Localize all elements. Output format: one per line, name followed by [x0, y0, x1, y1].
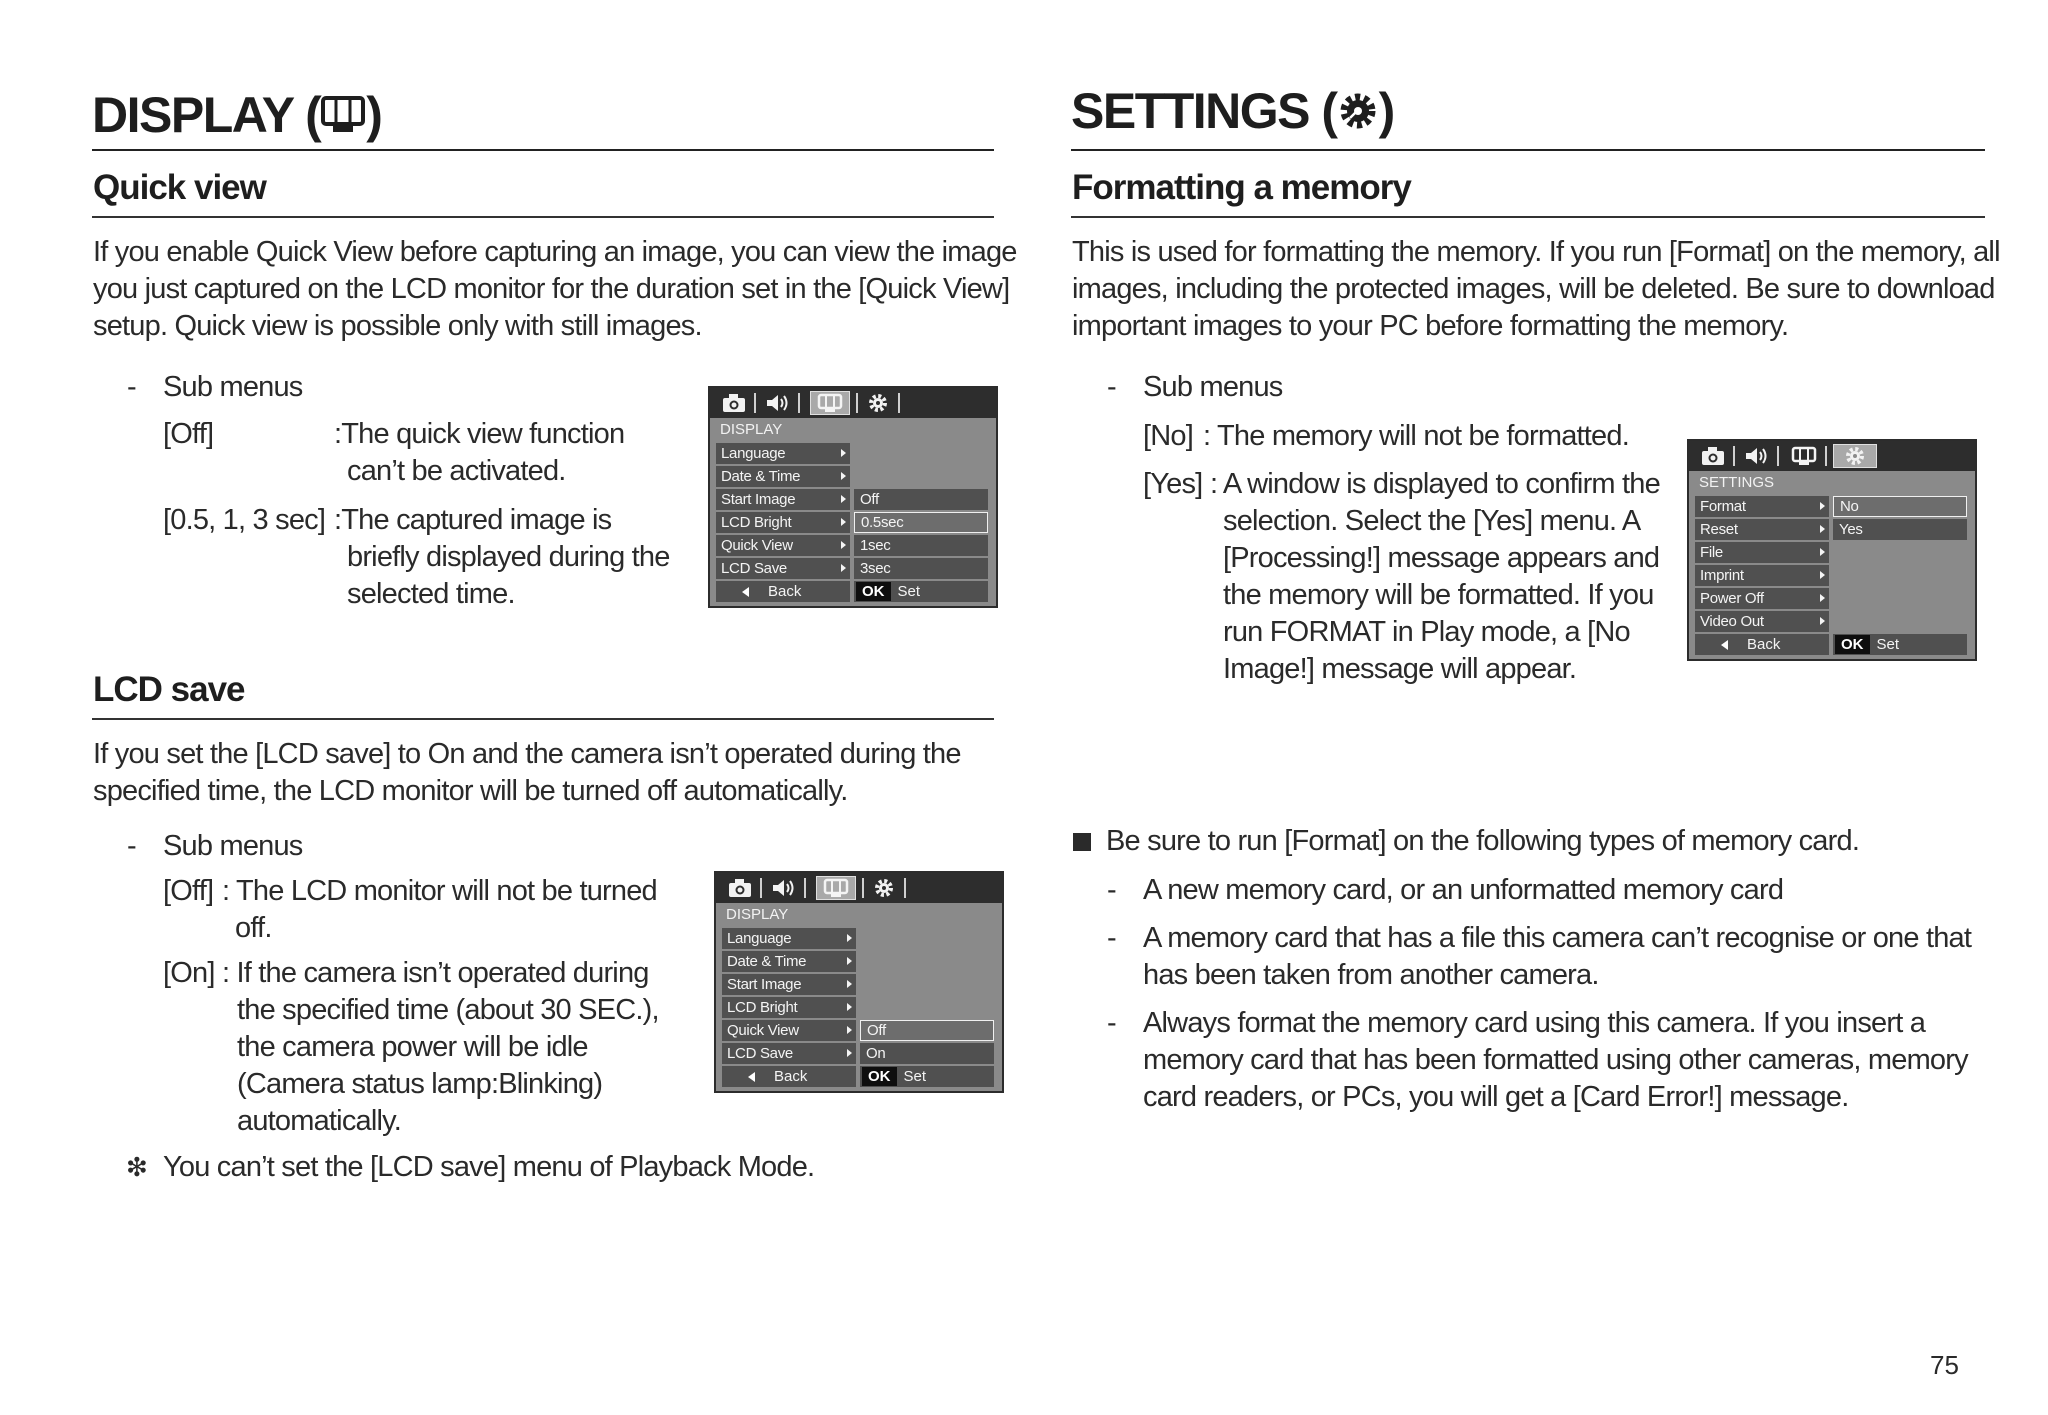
format-yes-key: [Yes]: [1143, 468, 1203, 500]
menu-item-label: Video Out: [1700, 613, 1764, 630]
menu-item-label: Language: [721, 445, 786, 462]
arrow-right-icon: [841, 495, 846, 503]
arrow-right-icon: [847, 1003, 852, 1011]
menu-item-label: Start Image: [721, 491, 796, 508]
arrow-right-icon: [1820, 525, 1825, 533]
lcd-save-title: LCD save: [93, 670, 245, 709]
menu-item-quick-view[interactable]: [722, 1020, 856, 1041]
display-monitor-icon: [816, 876, 856, 900]
ok-badge: OK: [1835, 635, 1870, 654]
quick-view-sec-desc: [334, 502, 670, 613]
list-item-line: card readers, or PCs, you will get a [Card Error!] message.: [1143, 1081, 1849, 1113]
menu-item-start-image[interactable]: [716, 489, 850, 510]
menu-item-format[interactable]: [1695, 496, 1829, 517]
screen-title: DISPLAY: [720, 421, 783, 438]
arrow-right-icon: [847, 934, 852, 942]
arrow-right-icon: [1820, 502, 1825, 510]
desc-line: [Processing!] message appears and: [1223, 542, 1660, 574]
tab-separator: [798, 393, 800, 413]
quick-view-rule: [92, 216, 994, 218]
dash: -: [1107, 874, 1116, 906]
desc-line: the specified time (about 30 SEC.),: [237, 994, 659, 1026]
arrow-right-icon: [847, 1026, 852, 1034]
screen-title: DISPLAY: [726, 906, 789, 923]
arrow-right-icon: [847, 1049, 852, 1057]
option-on[interactable]: On: [860, 1043, 994, 1064]
arrow-right-icon: [841, 541, 846, 549]
display-heading-rule: [92, 149, 994, 151]
menu-item-lcd-bright[interactable]: [722, 997, 856, 1018]
camera-icon: [720, 391, 748, 415]
menu-item-date-time[interactable]: [716, 466, 850, 487]
settings-heading: [1071, 82, 1394, 140]
back-arrow-icon: [748, 1072, 755, 1082]
list-item-line: has been taken from another camera.: [1143, 959, 1599, 991]
ok-badge: OK: [856, 582, 891, 601]
tab-separator: [754, 393, 756, 413]
desc-line: : The LCD monitor will not be turned: [222, 875, 657, 907]
camera-icon: [726, 876, 754, 900]
list-item-line: A new memory card, or an unformatted memory card: [1143, 874, 1784, 906]
tab-separator: [760, 878, 762, 898]
menu-item-label: Quick View: [727, 1022, 799, 1039]
tab-separator: [898, 393, 900, 413]
display-heading-text: DISPLAY (: [92, 87, 321, 143]
settings-gear-icon: [870, 876, 898, 900]
ok-set-button[interactable]: [860, 1066, 994, 1087]
list-item-line: Always format the memory card using this camera. If you insert a: [1143, 1007, 1926, 1039]
screen-title: SETTINGS: [1699, 474, 1775, 491]
desc-line: briefly displayed during the: [347, 541, 670, 573]
arrow-right-icon: [1820, 548, 1825, 556]
desc-line: : A window is displayed to confirm the: [1210, 468, 1660, 500]
desc-line: : If the camera isn’t operated during: [222, 957, 649, 989]
display-heading-close: ): [366, 87, 382, 143]
para-line: you just captured on the LCD monitor for the duration set in the [Quick View]: [93, 273, 1010, 305]
list-item-line: memory card that has been formatted using other cameras, memory: [1143, 1044, 1968, 1076]
ok-set-button[interactable]: [854, 581, 988, 602]
ok-badge: OK: [862, 1067, 897, 1086]
back-label: Back: [774, 1068, 808, 1085]
note-symbol: ❇: [126, 1152, 147, 1182]
set-label: Set: [897, 583, 921, 600]
desc-line: :The quick view function: [334, 418, 625, 450]
menu-item-lcd-bright[interactable]: [716, 512, 850, 533]
display-monitor-icon: [810, 391, 850, 415]
quick-view-off-desc: [334, 416, 624, 490]
menu-item-label: LCD Save: [727, 1045, 793, 1062]
para-line: important images to your PC before formatting the memory.: [1072, 310, 1789, 342]
settings-heading-text: SETTINGS (: [1071, 83, 1337, 139]
option-off[interactable]: Off: [854, 489, 988, 510]
quick-view-sec-key: [0.5, 1, 3 sec]: [163, 504, 326, 536]
desc-line: selection. Select the [Yes] menu. A: [1223, 505, 1641, 537]
settings-gear-icon: [1337, 90, 1379, 132]
back-label: Back: [768, 583, 802, 600]
tab-separator: [1733, 446, 1735, 466]
set-label: Set: [903, 1068, 927, 1085]
display-monitor-icon: [320, 94, 366, 136]
arrow-right-icon: [847, 980, 852, 988]
tab-separator: [1825, 446, 1827, 466]
lcd-save-on-key: [On]: [163, 957, 215, 989]
para-line: images, including the protected images, will be deleted. Be sure to download: [1072, 273, 1995, 305]
menu-item-start-image[interactable]: [722, 974, 856, 995]
menu-item-label: Date & Time: [727, 953, 807, 970]
desc-line: off.: [235, 912, 272, 944]
list-item-line: A memory card that has a file this camera can’t recognise or one that: [1143, 922, 1972, 954]
list-item: [1143, 920, 1971, 994]
back-arrow-icon: [1721, 640, 1728, 650]
format-yes-desc: [1210, 466, 1660, 688]
dash: -: [1107, 1007, 1116, 1039]
lcd-save-paragraph: [93, 736, 961, 810]
tab-separator: [804, 878, 806, 898]
menu-item-label: Format: [1700, 498, 1746, 515]
screen-tab-bar: [710, 388, 996, 418]
dash: -: [1107, 922, 1116, 954]
menu-item-quick-view[interactable]: [716, 535, 850, 556]
sub-menus-label: Sub menus: [1143, 371, 1283, 403]
menu-item-file[interactable]: [1695, 542, 1829, 563]
menu-item-label: Imprint: [1700, 567, 1744, 584]
option-no[interactable]: No: [1833, 496, 1967, 517]
arrow-right-icon: [847, 957, 852, 965]
back-label: Back: [1747, 636, 1781, 653]
arrow-right-icon: [841, 472, 846, 480]
screen-tab-bar: [716, 873, 1002, 903]
format-paragraph: [1072, 234, 2000, 345]
speaker-icon: [764, 391, 792, 415]
desc-line: (Camera status lamp:Blinking): [237, 1068, 603, 1100]
list-item: [1143, 1005, 1968, 1116]
format-bullet-text: Be sure to run [Format] on the following types of memory card.: [1106, 825, 1860, 857]
page-number: 75: [1930, 1350, 1959, 1380]
settings-gear-icon: [1833, 444, 1877, 468]
format-no-desc: : The memory will not be formatted.: [1203, 420, 1629, 452]
dash: -: [127, 371, 136, 403]
speaker-icon: [1743, 444, 1771, 468]
arrow-right-icon: [841, 564, 846, 572]
desc-line: can’t be activated.: [347, 455, 566, 487]
menu-item-label: Date & Time: [721, 468, 801, 485]
para-line: If you enable Quick View before capturing an image, you can view the image: [93, 236, 1017, 268]
quick-view-screen: [708, 386, 998, 608]
menu-item-label: Language: [727, 930, 792, 947]
menu-item-language[interactable]: [722, 928, 856, 949]
back-arrow-icon: [742, 587, 749, 597]
arrow-right-icon: [1820, 594, 1825, 602]
menu-item-date-time[interactable]: [722, 951, 856, 972]
settings-heading-close: ): [1378, 83, 1394, 139]
settings-gear-icon: [864, 391, 892, 415]
menu-item-label: Power Off: [1700, 590, 1764, 607]
menu-item-power-off[interactable]: [1695, 588, 1829, 609]
tab-separator: [904, 878, 906, 898]
sub-menus-label: Sub menus: [163, 830, 303, 862]
format-title: Formatting a memory: [1072, 168, 1411, 207]
menu-item-label: LCD Save: [721, 560, 787, 577]
menu-item-reset[interactable]: [1695, 519, 1829, 540]
desc-line: run FORMAT in Play mode, a [No: [1223, 616, 1630, 648]
back-button[interactable]: [1695, 634, 1829, 655]
screen-tab-bar: [1689, 441, 1975, 471]
desc-line: the camera power will be idle: [237, 1031, 588, 1063]
desc-line: automatically.: [237, 1105, 401, 1137]
speaker-icon: [770, 876, 798, 900]
dash: -: [127, 830, 136, 862]
arrow-right-icon: [841, 449, 846, 457]
quick-view-title: Quick view: [93, 168, 266, 207]
desc-line: :The captured image is: [334, 504, 612, 536]
para-line: This is used for formatting the memory. If you run [Format] on the memory, all: [1072, 236, 2000, 268]
lcd-save-rule: [92, 718, 994, 720]
arrow-right-icon: [1820, 571, 1825, 579]
option-3sec[interactable]: 3sec: [854, 558, 988, 579]
format-rule: [1071, 216, 1985, 218]
option-off[interactable]: Off: [860, 1020, 994, 1041]
note-text: You can’t set the [LCD save] menu of Playback Mode.: [163, 1151, 815, 1183]
ok-set-button[interactable]: [1833, 634, 1967, 655]
list-item: [1143, 872, 1783, 909]
para-line: If you set the [LCD save] to On and the camera isn’t operated during the: [93, 738, 961, 770]
lcd-save-screen: [714, 871, 1004, 1093]
square-bullet-icon: [1073, 833, 1091, 851]
quick-view-paragraph: [93, 234, 1017, 345]
tab-separator: [862, 878, 864, 898]
desc-line: the memory will be formatted. If you: [1223, 579, 1654, 611]
desc-line: selected time.: [347, 578, 515, 610]
settings-heading-rule: [1071, 149, 1985, 151]
settings-screen: [1687, 439, 1977, 661]
menu-item-label: Quick View: [721, 537, 793, 554]
sub-menus-label: Sub menus: [163, 371, 303, 403]
back-button[interactable]: [716, 581, 850, 602]
arrow-right-icon: [1820, 617, 1825, 625]
option-1sec[interactable]: 1sec: [854, 535, 988, 556]
para-line: specified time, the LCD monitor will be turned off automatically.: [93, 775, 848, 807]
arrow-right-icon: [841, 518, 846, 526]
menu-item-imprint[interactable]: [1695, 565, 1829, 586]
lcd-save-on-desc: [222, 955, 659, 1140]
lcd-save-off-desc: [222, 873, 657, 947]
menu-item-label: LCD Bright: [721, 514, 792, 531]
menu-item-lcd-save[interactable]: [722, 1043, 856, 1064]
format-no-key: [No]: [1143, 420, 1193, 452]
option-0-5sec[interactable]: 0.5sec: [854, 512, 988, 533]
menu-item-label: Start Image: [727, 976, 802, 993]
option-yes[interactable]: Yes: [1833, 519, 1967, 540]
tab-separator: [1777, 446, 1779, 466]
menu-item-lcd-save[interactable]: [716, 558, 850, 579]
lcd-save-off-key: [Off]: [163, 875, 214, 907]
set-label: Set: [1876, 636, 1900, 653]
camera-icon: [1699, 444, 1727, 468]
menu-item-video-out[interactable]: [1695, 611, 1829, 632]
menu-item-language[interactable]: [716, 443, 850, 464]
quick-view-off-key: [Off]: [163, 418, 214, 450]
tab-separator: [856, 393, 858, 413]
display-heading: [92, 86, 381, 144]
menu-item-label: File: [1700, 544, 1723, 561]
dash: -: [1107, 371, 1116, 403]
desc-line: Image!] message will appear.: [1223, 653, 1577, 685]
menu-item-label: Reset: [1700, 521, 1738, 538]
display-monitor-icon: [1789, 444, 1819, 468]
back-button[interactable]: [722, 1066, 856, 1087]
para-line: setup. Quick view is possible only with still images.: [93, 310, 702, 342]
menu-item-label: LCD Bright: [727, 999, 798, 1016]
